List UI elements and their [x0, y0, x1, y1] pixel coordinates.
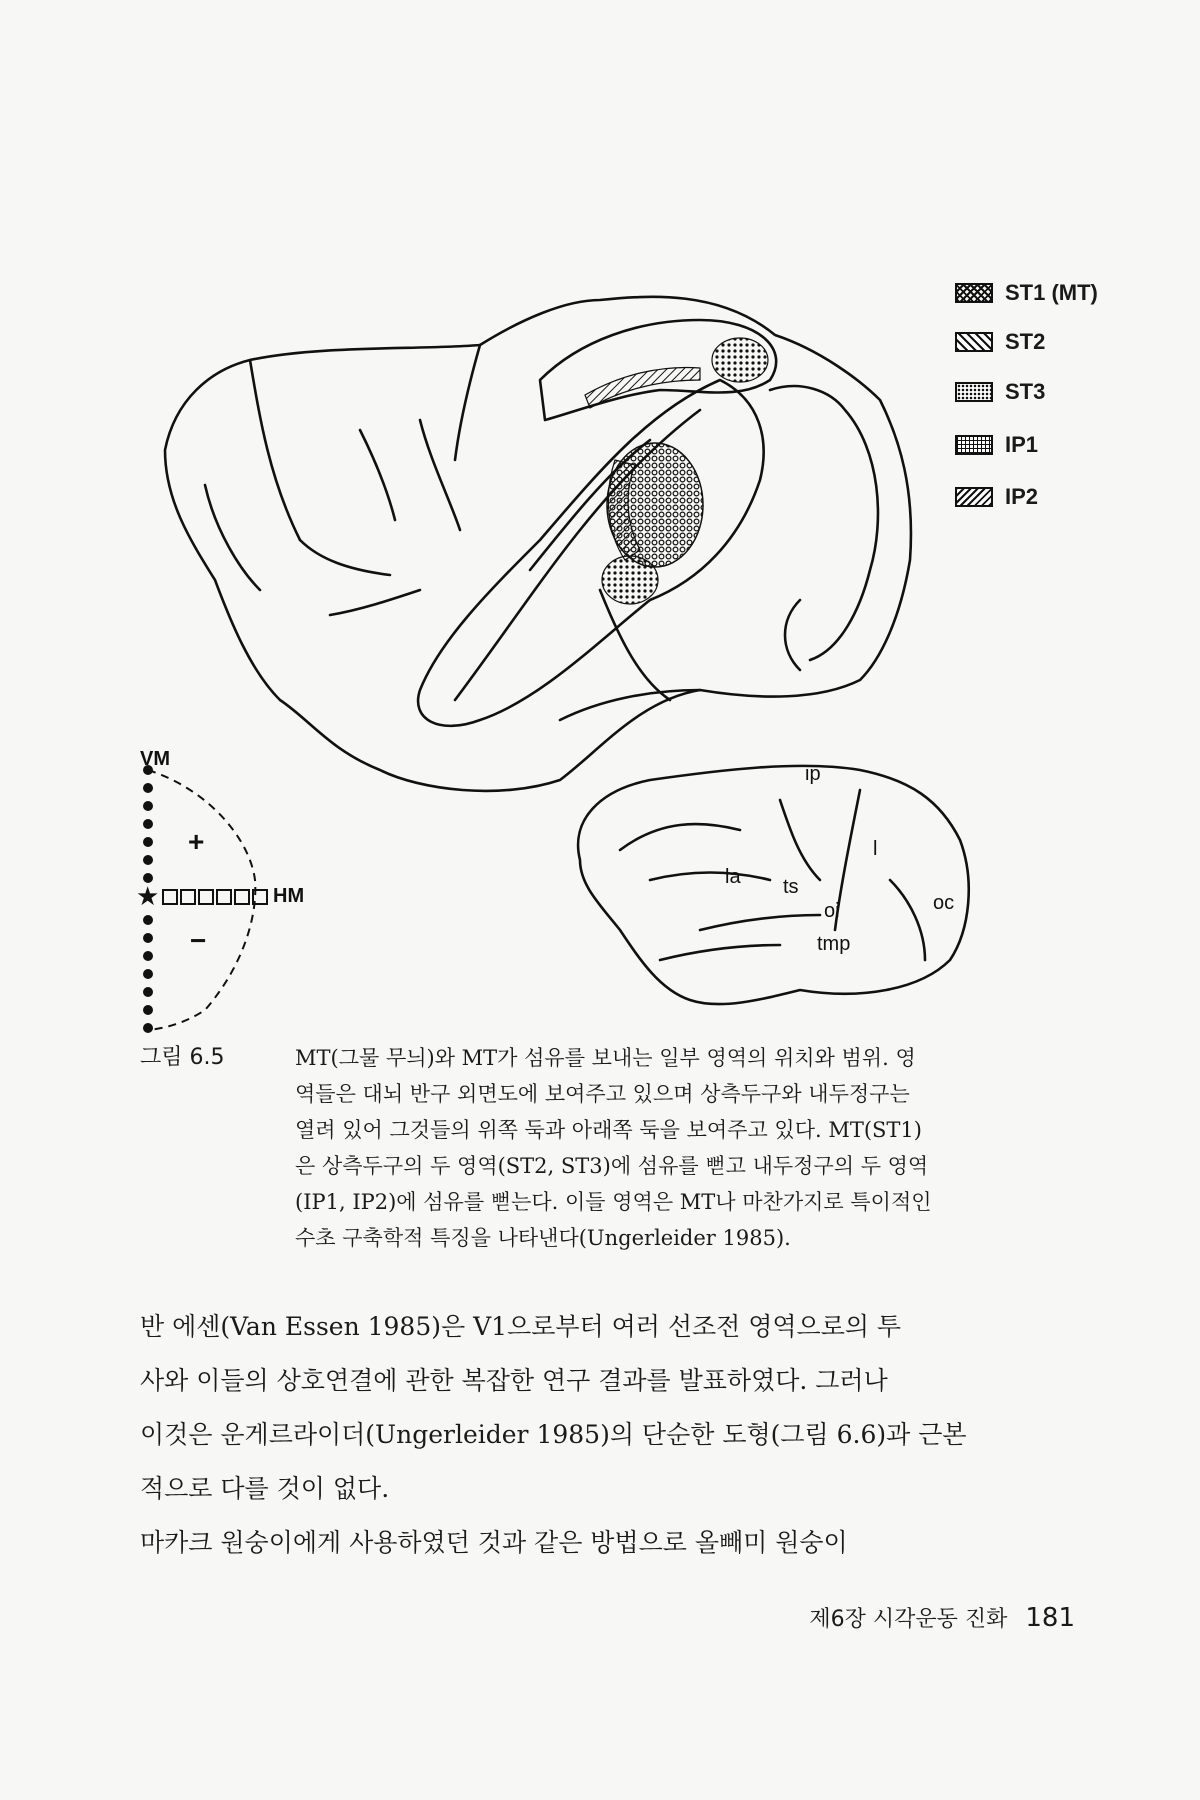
label-plus: + — [188, 826, 205, 857]
legend-swatch-ip2 — [955, 487, 993, 507]
label-minus: − — [190, 925, 207, 956]
superior-temporal-sulcus — [418, 380, 764, 726]
legend-swatch-ip1 — [955, 435, 993, 455]
hemisphere-outline — [165, 297, 911, 791]
legend-item-st1 — [955, 278, 1098, 308]
label-vm: VM — [140, 748, 170, 770]
legend-label-st3: ST3 — [1005, 379, 1046, 404]
caption-text: MT(그물 무늬)와 MT가 섬유를 보내는 일부 영역의 위치와 범위. 영 역들은 대뇌 반구 외면도에 보여주고 있으며 상측두구와 내두정구는 열려 있어 그것들의 위쪽 둑과 아래쪽 둑을 보여주고 있다. MT(ST1) 은 상측두구의 두 영역(ST2, ST3)에 섬유를 뻗고 내두정구의 두 영역 (IP1, IP2)에 섬유를 뻗는다. 이들 영역은 MT나 마찬가지로 특이적인 수초 구축학적 특징을 나타낸다(Ungerleider 1985). — [295, 1046, 932, 1250]
legend-swatch-st1 — [955, 283, 993, 303]
region-st3 — [602, 556, 658, 604]
hm-squares — [163, 890, 267, 904]
body-paragraph: 반 에센(Van Essen 1985)은 V1으로부터 여러 선조전 영역으로의 투 사와 이들의 상호연결에 관한 복잡한 연구 결과를 발표하였다. 그러나 이것은 운게르라이더(Ungerleider 1985)의 단순한 도형(그림 6.6)과 근본 적으로 다를 것이 없다. 마카크 원숭이에게 사용하였던 것과 같은 방법으로 올빼미 원숭이 — [140, 1312, 967, 1557]
legend-label-st2: ST2 — [1005, 329, 1046, 354]
small-brain-outline — [578, 766, 969, 1004]
legend-item-ip2 — [955, 482, 1038, 512]
page-number: 181 — [1025, 1603, 1075, 1633]
label-ts: ts — [783, 876, 799, 898]
legend-label-st1: ST1 (MT) — [1005, 280, 1098, 305]
label-hm: HM — [273, 885, 305, 907]
region-ip2 — [585, 367, 700, 408]
legend-item-st3 — [955, 377, 1045, 407]
page-footer — [809, 1602, 1075, 1633]
label-tmp: tmp — [817, 933, 851, 955]
caption-number: 그림 6.5 — [140, 1045, 225, 1070]
label-la: la — [725, 866, 741, 888]
label-ip: ip — [805, 763, 821, 785]
legend-item-st2 — [955, 327, 1045, 357]
legend-swatch-st3 — [955, 382, 993, 402]
star-icon: ★ — [136, 882, 160, 912]
label-l: l — [873, 838, 878, 860]
legend-label-ip2: IP2 — [1005, 484, 1039, 509]
legend-label-ip1: IP1 — [1005, 432, 1039, 457]
label-oi: oi — [824, 900, 840, 922]
visual-field-diagram — [148, 770, 255, 1030]
label-oc: oc — [933, 892, 955, 914]
region-ip1 — [712, 338, 768, 382]
legend-swatch-st2 — [955, 332, 993, 352]
footer-chapter: 제6장 시각운동 진화 — [809, 1607, 1008, 1632]
legend-item-ip1 — [955, 430, 1038, 460]
